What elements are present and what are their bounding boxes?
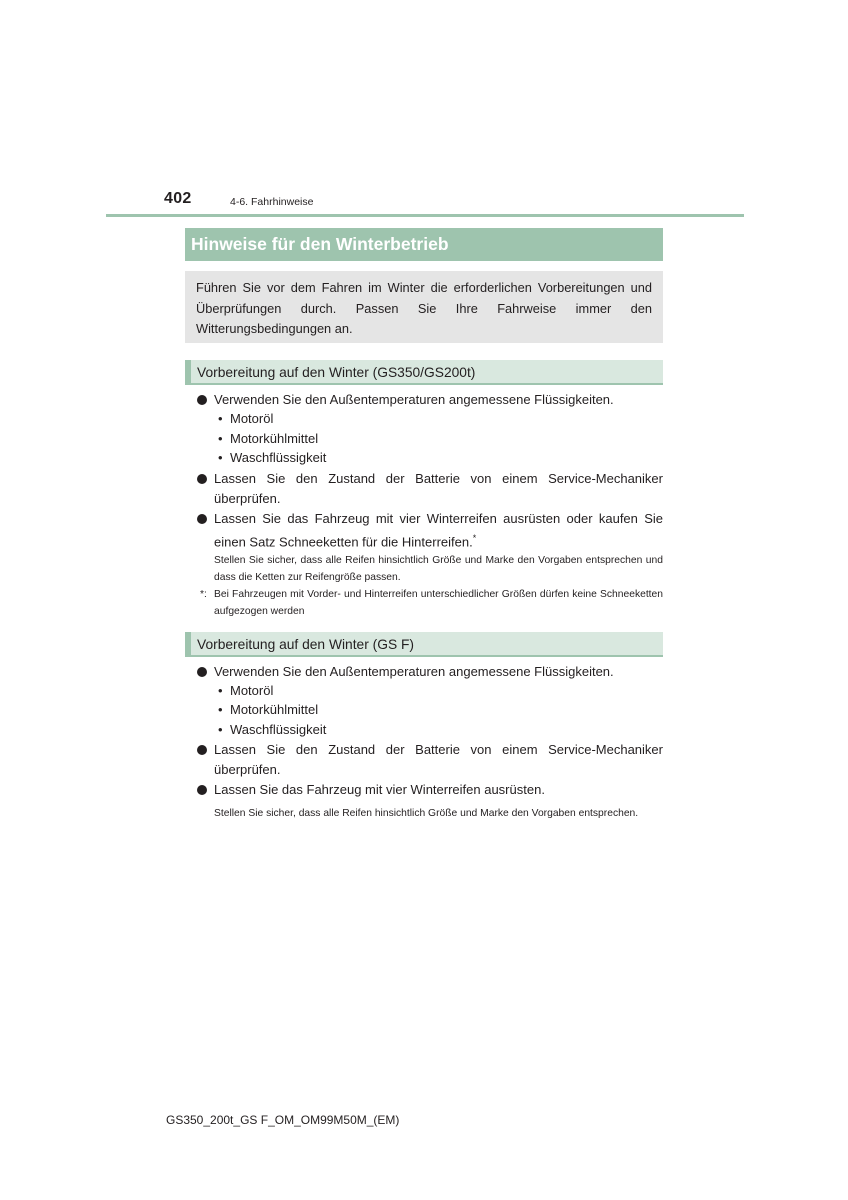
sub-list-item: • Motoröl xyxy=(218,411,274,426)
sub-list-item: • Motorkühlmittel xyxy=(218,702,319,717)
bullet-icon xyxy=(197,514,207,524)
list-item xyxy=(197,740,663,779)
section-heading-gs350: Vorbereitung auf den Winter (GS350/GS200t) xyxy=(185,360,663,385)
list-item xyxy=(197,390,663,410)
bullet-text: Verwenden Sie den Außentemperaturen angemessene Flüssigkeiten. xyxy=(214,392,614,407)
intro-text: Führen Sie vor dem Fahren im Winter die erforderlichen Vorbereitungen und Überprüfungen durch. Passen Sie Ihre Fahrweise immer den Witterungsbedingungen an. xyxy=(196,280,652,336)
sub-list-item: • Motoröl xyxy=(218,683,274,698)
document-code-footer: GS350_200t_GS F_OM_OM99M50M_(EM) xyxy=(166,1113,400,1127)
note-text: Stellen Sie sicher, dass alle Reifen hinsichtlich Größe und Marke den Vorgaben entsprechen. xyxy=(214,808,639,819)
page-number: 402 xyxy=(164,190,192,207)
bullet-icon xyxy=(197,667,207,677)
sub-list-item: • Waschflüssigkeit xyxy=(218,450,327,465)
bullet-text: Lassen Sie den Zustand der Batterie von einem Service-Mechaniker überprüfen. xyxy=(214,742,663,777)
list-item xyxy=(197,662,663,682)
bullet-icon xyxy=(197,474,207,484)
section-reference: 4-6. Fahrhinweise xyxy=(230,196,314,208)
footnote-text: Bei Fahrzeugen mit Vorder- und Hinterreifen unterschiedlicher Größen dürfen keine Schneeketten aufgezogen werden xyxy=(214,589,663,617)
sub-list-item: • Motorkühlmittel xyxy=(218,431,319,446)
sub-list-item: • Waschflüssigkeit xyxy=(218,722,327,737)
note-text: Stellen Sie sicher, dass alle Reifen hinsichtlich Größe und Marke den Vorgaben entsprechen und dass die Ketten zur Reifengröße passen. xyxy=(214,555,663,583)
bullet-text: Lassen Sie den Zustand der Batterie von einem Service-Mechaniker überprüfen. xyxy=(214,471,663,506)
list-item xyxy=(197,509,663,551)
intro-box xyxy=(185,271,663,343)
bullet-text: Verwenden Sie den Außentemperaturen angemessene Flüssigkeiten. xyxy=(214,664,614,679)
bullet-text: Lassen Sie das Fahrzeug mit vier Winterreifen ausrüsten oder kaufen Sie einen Satz Schneeketten für die Hinterreifen.* xyxy=(214,511,663,549)
bullet-icon xyxy=(197,745,207,755)
list-item xyxy=(197,469,663,508)
bullet-icon xyxy=(197,395,207,405)
footnote-mark: *: xyxy=(200,589,207,600)
header-divider xyxy=(106,214,744,217)
bullet-text: Lassen Sie das Fahrzeug mit vier Winterreifen ausrüsten. xyxy=(214,782,545,797)
section-heading-gsf: Vorbereitung auf den Winter (GS F) xyxy=(185,632,663,657)
page-title: Hinweise für den Winterbetrieb xyxy=(185,228,663,261)
bullet-icon xyxy=(197,785,207,795)
footnote xyxy=(200,587,663,620)
list-item xyxy=(197,780,663,800)
footnote-marker: * xyxy=(472,532,477,543)
